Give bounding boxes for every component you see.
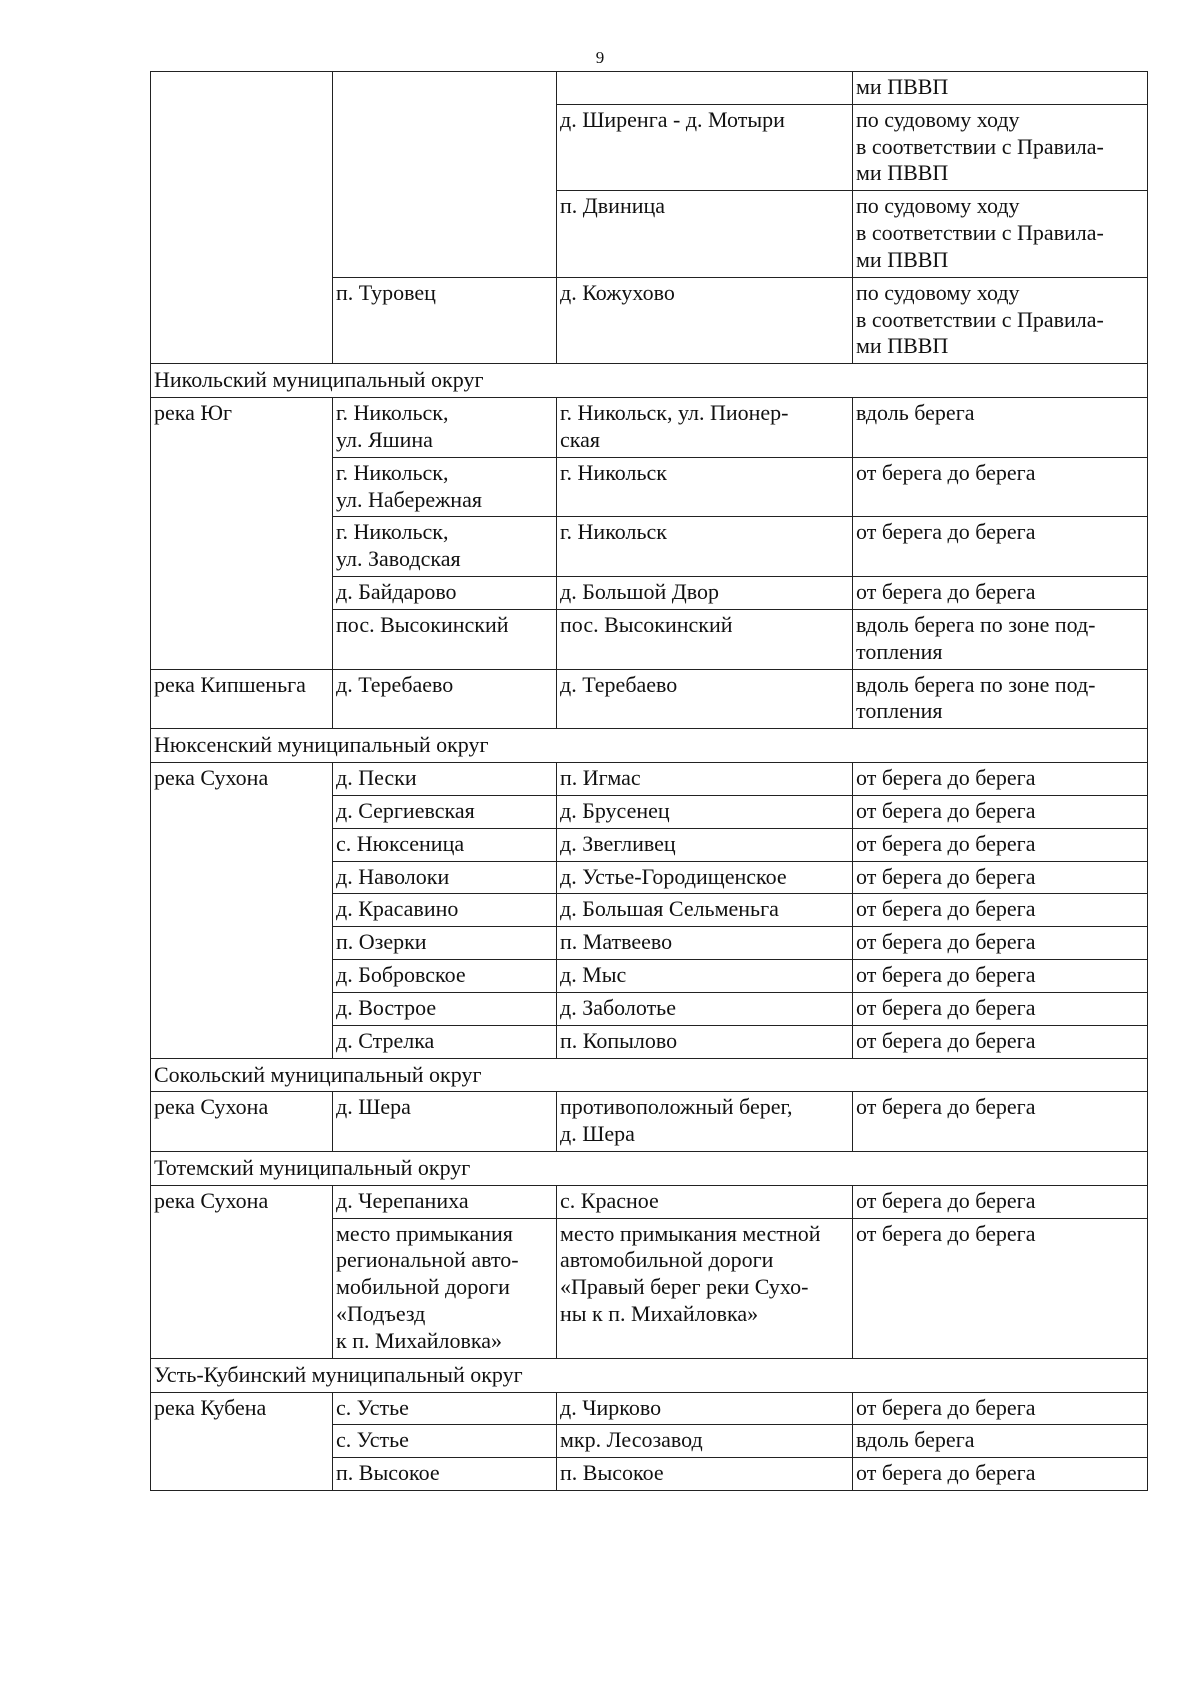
from-text: п. Туровец xyxy=(336,279,436,305)
to-text: противоположный берег, д. Шера xyxy=(560,1094,793,1147)
river-cell xyxy=(151,1392,333,1490)
note-cell xyxy=(853,398,1148,458)
to-text: п. Матвеево xyxy=(560,929,673,955)
to-text: д. Теребаево xyxy=(560,671,678,697)
table-row xyxy=(151,669,1148,729)
note-text: от берега до берега xyxy=(856,962,1036,988)
note-cell xyxy=(853,1092,1148,1152)
to-text: мкр. Лесозавод xyxy=(560,1427,703,1453)
to-cell xyxy=(557,669,853,729)
from-cell xyxy=(333,927,557,960)
river-cell xyxy=(151,72,333,364)
to-cell xyxy=(557,1185,853,1218)
note-text: по судовому ходу в соответствии с Правила- ми ПВВП xyxy=(856,106,1104,186)
note-text: вдоль берега xyxy=(856,1427,975,1453)
water-crossings-table xyxy=(150,71,1148,1491)
note-cell xyxy=(853,894,1148,927)
to-text: д. Чирково xyxy=(560,1394,662,1420)
from-text: д. Сергиевская xyxy=(336,797,475,823)
to-text: п. Копылово xyxy=(560,1027,678,1053)
to-cell xyxy=(557,1025,853,1058)
note-text: от берега до берега xyxy=(856,1460,1036,1486)
from-cell xyxy=(333,1458,557,1491)
note-cell xyxy=(853,861,1148,894)
table-row xyxy=(151,398,1148,458)
to-cell xyxy=(557,894,853,927)
from-text: место примыкания региональной авто- мобильной дороги «Подъезд к п. Михайловка» xyxy=(336,1220,519,1353)
note-cell xyxy=(853,1425,1148,1458)
from-text: с. Устье xyxy=(336,1427,409,1453)
district-row xyxy=(151,1058,1148,1092)
note-text: вдоль берега по зоне под- топления xyxy=(856,671,1096,724)
from-cell xyxy=(333,72,557,278)
from-text: д. Стрелка xyxy=(336,1027,435,1053)
to-cell xyxy=(557,191,853,277)
from-text: с. Устье xyxy=(336,1394,409,1420)
district-heading: Усть-Кубинский муниципальный округ xyxy=(151,1358,1148,1392)
note-cell xyxy=(853,104,1148,190)
to-cell xyxy=(557,104,853,190)
district-heading: Сокольский муниципальный округ xyxy=(151,1058,1148,1092)
from-cell xyxy=(333,609,557,669)
to-cell xyxy=(557,927,853,960)
to-text: г. Никольск xyxy=(560,459,667,485)
district-row xyxy=(151,364,1148,398)
note-text: от берега до берега xyxy=(856,765,1036,791)
to-text: д. Звегливец xyxy=(560,830,676,856)
from-cell xyxy=(333,861,557,894)
note-text: от берега до берега xyxy=(856,579,1036,605)
to-text: д. Заболотье xyxy=(560,994,676,1020)
note-cell xyxy=(853,1218,1148,1358)
note-cell xyxy=(853,191,1148,277)
district-row xyxy=(151,1151,1148,1185)
district-heading: Нюксенский муниципальный округ xyxy=(151,729,1148,763)
note-text: от берега до берега xyxy=(856,830,1036,856)
from-cell xyxy=(333,1092,557,1152)
note-text: ми ПВВП xyxy=(856,74,949,99)
to-text: д. Большая Сельменьга xyxy=(560,896,779,922)
note-text: вдоль берега по зоне под- топления xyxy=(856,611,1096,664)
from-cell xyxy=(333,669,557,729)
note-cell xyxy=(853,1025,1148,1058)
to-cell xyxy=(557,72,853,105)
to-text: пос. Высокинский xyxy=(560,611,733,637)
to-cell xyxy=(557,398,853,458)
note-cell xyxy=(853,517,1148,577)
from-cell xyxy=(333,277,557,363)
note-cell xyxy=(853,828,1148,861)
from-cell xyxy=(333,1425,557,1458)
to-cell xyxy=(557,960,853,993)
to-cell xyxy=(557,1092,853,1152)
from-cell xyxy=(333,1185,557,1218)
note-cell xyxy=(853,927,1148,960)
to-cell xyxy=(557,861,853,894)
note-cell xyxy=(853,609,1148,669)
note-text: от берега до берега xyxy=(856,1394,1036,1420)
from-cell xyxy=(333,398,557,458)
to-text: п. Высокое xyxy=(560,1460,664,1486)
note-cell xyxy=(853,1392,1148,1425)
note-cell xyxy=(853,577,1148,610)
from-text: п. Высокое xyxy=(336,1460,440,1486)
note-text: от берега до берега xyxy=(856,896,1036,922)
to-cell xyxy=(557,277,853,363)
district-row xyxy=(151,729,1148,763)
river-cell xyxy=(151,1092,333,1152)
to-text: д. Брусенец xyxy=(560,797,670,823)
river-text: река Сухона xyxy=(154,1094,269,1120)
note-text: от берега до берега xyxy=(856,863,1036,889)
note-text: от берега до берега xyxy=(856,459,1036,485)
from-cell xyxy=(333,1218,557,1358)
table-row xyxy=(151,763,1148,796)
from-cell xyxy=(333,795,557,828)
to-text: д. Большой Двор xyxy=(560,579,720,605)
to-text: д. Ширенга - д. Мотыри xyxy=(560,106,785,132)
note-text: от берега до берега xyxy=(856,1220,1036,1246)
note-cell xyxy=(853,277,1148,363)
to-text: д. Кожухово xyxy=(560,279,675,305)
from-cell xyxy=(333,1025,557,1058)
note-text: вдоль берега xyxy=(856,400,975,426)
to-cell xyxy=(557,577,853,610)
note-text: от берега до берега xyxy=(856,1187,1036,1213)
from-text: п. Озерки xyxy=(336,929,427,955)
to-cell xyxy=(557,457,853,517)
from-text: пос. Высокинский xyxy=(336,611,509,637)
to-cell xyxy=(557,517,853,577)
river-text: река Сухона xyxy=(154,765,269,791)
river-cell xyxy=(151,398,333,669)
note-text: от берега до берега xyxy=(856,1027,1036,1053)
river-text: река Кубена xyxy=(154,1394,267,1420)
river-text: река Кипшеньга xyxy=(154,671,306,697)
from-text: д. Вострое xyxy=(336,994,437,1020)
to-cell xyxy=(557,1458,853,1491)
from-cell xyxy=(333,457,557,517)
to-cell xyxy=(557,1218,853,1358)
from-text: д. Байдарово xyxy=(336,579,457,605)
note-cell xyxy=(853,1458,1148,1491)
table-row xyxy=(151,1092,1148,1152)
from-text: д. Пески xyxy=(336,765,417,791)
river-cell xyxy=(151,763,333,1058)
river-cell xyxy=(151,1185,333,1358)
note-text: от берега до берега xyxy=(856,1094,1036,1120)
from-cell xyxy=(333,763,557,796)
note-cell xyxy=(853,457,1148,517)
to-cell xyxy=(557,1425,853,1458)
from-text: г. Никольск, ул. Набережная xyxy=(336,459,482,512)
to-cell xyxy=(557,609,853,669)
from-cell xyxy=(333,894,557,927)
note-cell xyxy=(853,763,1148,796)
note-cell xyxy=(853,72,1148,105)
to-text: д. Мыс xyxy=(560,962,627,988)
table-row xyxy=(151,1185,1148,1218)
note-cell xyxy=(853,669,1148,729)
to-cell xyxy=(557,795,853,828)
to-cell xyxy=(557,763,853,796)
from-text: г. Никольск, ул. Яшина xyxy=(336,400,449,452)
to-text: г. Никольск xyxy=(560,519,667,545)
river-text: река Юг xyxy=(154,400,233,426)
from-text: д. Теребаево xyxy=(336,671,454,697)
district-heading: Никольский муниципальный округ xyxy=(151,364,1148,398)
to-cell xyxy=(557,992,853,1025)
to-text: г. Никольск, ул. Пионер- ская xyxy=(560,400,789,452)
note-cell xyxy=(853,1185,1148,1218)
from-text: д. Красавино xyxy=(336,896,459,922)
to-text: д. Устье-Городищенское xyxy=(560,863,787,889)
note-text: от берега до берега xyxy=(856,519,1036,545)
to-text: п. Двиница xyxy=(560,193,666,219)
river-cell xyxy=(151,669,333,729)
district-row xyxy=(151,1358,1148,1392)
note-cell xyxy=(853,960,1148,993)
from-text: с. Нюксеница xyxy=(336,830,465,856)
page-number: 9 xyxy=(595,48,605,67)
from-cell xyxy=(333,828,557,861)
district-heading: Тотемский муниципальный округ xyxy=(151,1151,1148,1185)
river-text: река Сухона xyxy=(154,1187,269,1213)
from-cell xyxy=(333,517,557,577)
to-cell xyxy=(557,828,853,861)
from-text: д. Бобровское xyxy=(336,962,466,988)
table-row xyxy=(151,1392,1148,1425)
from-text: д. Наволоки xyxy=(336,863,450,889)
note-text: от берега до берега xyxy=(856,929,1036,955)
note-text: по судовому ходу в соответствии с Правила- ми ПВВП xyxy=(856,193,1104,272)
from-cell xyxy=(333,992,557,1025)
to-text: п. Игмас xyxy=(560,765,641,791)
to-text: с. Красное xyxy=(560,1187,659,1213)
from-text: д. Черепаниха xyxy=(336,1187,469,1213)
from-cell xyxy=(333,1392,557,1425)
from-cell xyxy=(333,577,557,610)
to-cell xyxy=(557,1392,853,1425)
note-text: от берега до берега xyxy=(856,797,1036,823)
note-text: по судовому ходу в соответствии с Правила- ми ПВВП xyxy=(856,279,1104,359)
from-text: д. Шера xyxy=(336,1094,411,1120)
note-cell xyxy=(853,992,1148,1025)
note-cell xyxy=(853,795,1148,828)
to-text: место примыкания местной автомобильной дороги «Правый берег реки Сухо- ны к п. Михайловка» xyxy=(560,1220,821,1327)
from-cell xyxy=(333,960,557,993)
note-text: от берега до берега xyxy=(856,994,1036,1020)
from-text: г. Никольск, ул. Заводская xyxy=(336,519,461,572)
table-row xyxy=(151,72,1148,105)
